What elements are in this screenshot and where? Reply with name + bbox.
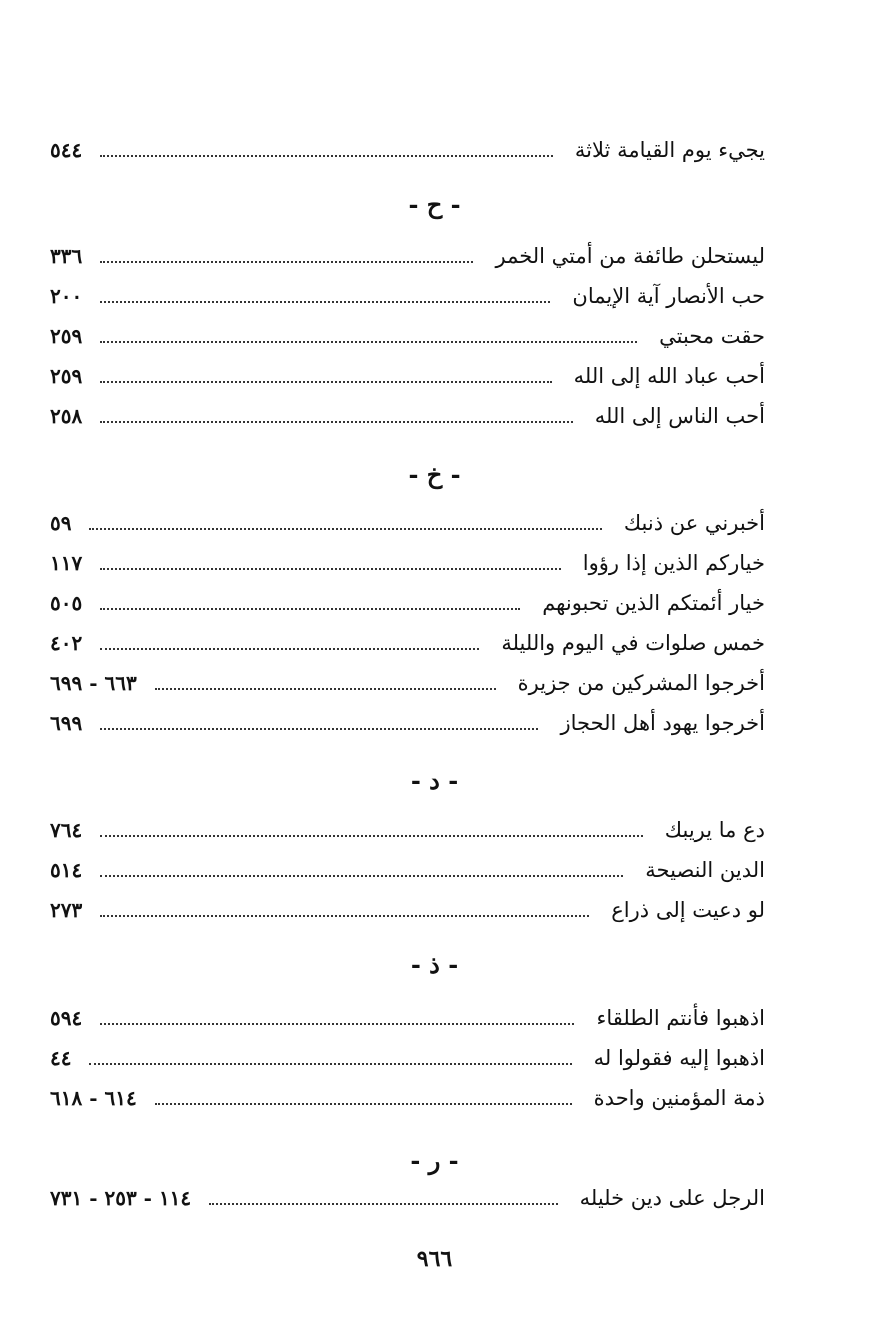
entry-pages: ٢٥٨	[50, 404, 83, 428]
entry-title: أحب الناس إلى الله	[594, 404, 765, 428]
entry-title: حب الأنصار آية الإيمان	[572, 284, 765, 308]
entry-pages: ١١٧	[50, 551, 83, 575]
entry-title: اذهبوا فأنتم الطلقاء	[596, 1006, 765, 1030]
index-entry	[50, 1038, 765, 1078]
entry-pages: ٤٤	[50, 1046, 72, 1070]
entry-pages: ٣٣٦	[50, 244, 83, 268]
dot-leader	[100, 728, 538, 730]
section-heading: - ر -	[410, 1146, 459, 1175]
section-heading: - خ -	[408, 460, 461, 489]
dot-leader	[100, 1023, 574, 1025]
entry-pages: ٧٦٤	[50, 818, 83, 842]
entry-pages: ٥١٤	[50, 858, 83, 882]
index-entry	[50, 583, 765, 623]
entry-pages: ٢٧٣	[50, 898, 83, 922]
entry-title: خمس صلوات في اليوم والليلة	[501, 631, 765, 655]
index-entry	[50, 850, 765, 890]
entry-pages: ٥٩٤	[50, 1006, 83, 1030]
index-entry	[50, 1178, 765, 1218]
index-entry	[50, 543, 765, 583]
entry-pages: ٢٠٠	[50, 284, 83, 308]
dot-leader	[89, 528, 601, 530]
index-entry	[50, 503, 765, 543]
entry-title: لو دعيت إلى ذراع	[611, 898, 765, 922]
entry-pages: ٤٠٢	[50, 631, 83, 655]
dot-leader	[155, 688, 496, 690]
entry-pages: ٦١٤ - ٦١٨	[50, 1086, 137, 1110]
entry-title: ليستحلن طائفة من أمتي الخمر	[495, 244, 765, 268]
dot-leader	[155, 1103, 572, 1105]
entry-title: حقت محبتي	[659, 324, 765, 348]
entry-pages: ٢٥٩	[50, 324, 83, 348]
entry-title: دع ما يريبك	[664, 818, 765, 842]
dot-leader	[100, 648, 479, 650]
dot-leader	[100, 261, 473, 263]
entry-title: الرجل على دين خليله	[579, 1186, 765, 1210]
index-entry	[50, 623, 765, 663]
entry-title: أخرجوا يهود أهل الحجاز	[560, 711, 765, 735]
entry-title: اذهبوا إليه فقولوا له	[593, 1046, 765, 1070]
index-entry	[50, 998, 765, 1038]
entry-pages: ٥٩	[50, 511, 72, 535]
section-heading: - د -	[410, 766, 459, 795]
index-entry	[50, 396, 765, 436]
index-entry	[50, 703, 765, 743]
entry-title: أخبرني عن ذنبك	[623, 511, 765, 535]
dot-leader	[100, 381, 551, 383]
entry-pages: ٦٦٣ - ٦٩٩	[50, 671, 137, 695]
entry-title: أحب عباد الله إلى الله	[573, 364, 765, 388]
entry-title: أخرجوا المشركين من جزيرة	[517, 671, 765, 695]
entry-pages: ١١٤ - ٢٥٣ - ٧٣١	[50, 1186, 192, 1210]
entry-pages: ٦٩٩	[50, 711, 83, 735]
dot-leader	[100, 155, 553, 157]
section-heading: - ح -	[408, 190, 461, 219]
dot-leader	[100, 341, 637, 343]
index-entry	[50, 236, 765, 276]
index-entry	[50, 810, 765, 850]
dot-leader	[100, 915, 589, 917]
dot-leader	[89, 1063, 571, 1065]
page-number: ٩٦٦	[416, 1246, 453, 1272]
dot-leader	[100, 608, 520, 610]
index-entry	[50, 276, 765, 316]
index-entry	[50, 316, 765, 356]
index-entry	[50, 356, 765, 396]
entry-title: الدين النصيحة	[645, 858, 765, 882]
entry-pages: ٥٤٤	[50, 138, 83, 162]
index-entry	[50, 890, 765, 930]
dot-leader	[100, 835, 643, 837]
index-entry	[50, 1078, 765, 1118]
dot-leader	[100, 301, 550, 303]
section-heading: - ذ -	[410, 950, 459, 979]
dot-leader	[100, 875, 623, 877]
entry-pages: ٢٥٩	[50, 364, 83, 388]
dot-leader	[100, 421, 573, 423]
dot-leader	[100, 568, 561, 570]
dot-leader	[209, 1203, 557, 1205]
entry-title: ذمة المؤمنين واحدة	[593, 1086, 765, 1110]
entry-pages: ٥٠٥	[50, 591, 83, 615]
entry-title: خيار أئمتكم الذين تحبونهم	[542, 591, 765, 615]
entry-title: خياركم الذين إذا رؤوا	[582, 551, 765, 575]
entry-title: يجيء يوم القيامة ثلاثة	[574, 138, 765, 162]
index-entry	[50, 130, 765, 170]
index-entry	[50, 663, 765, 703]
